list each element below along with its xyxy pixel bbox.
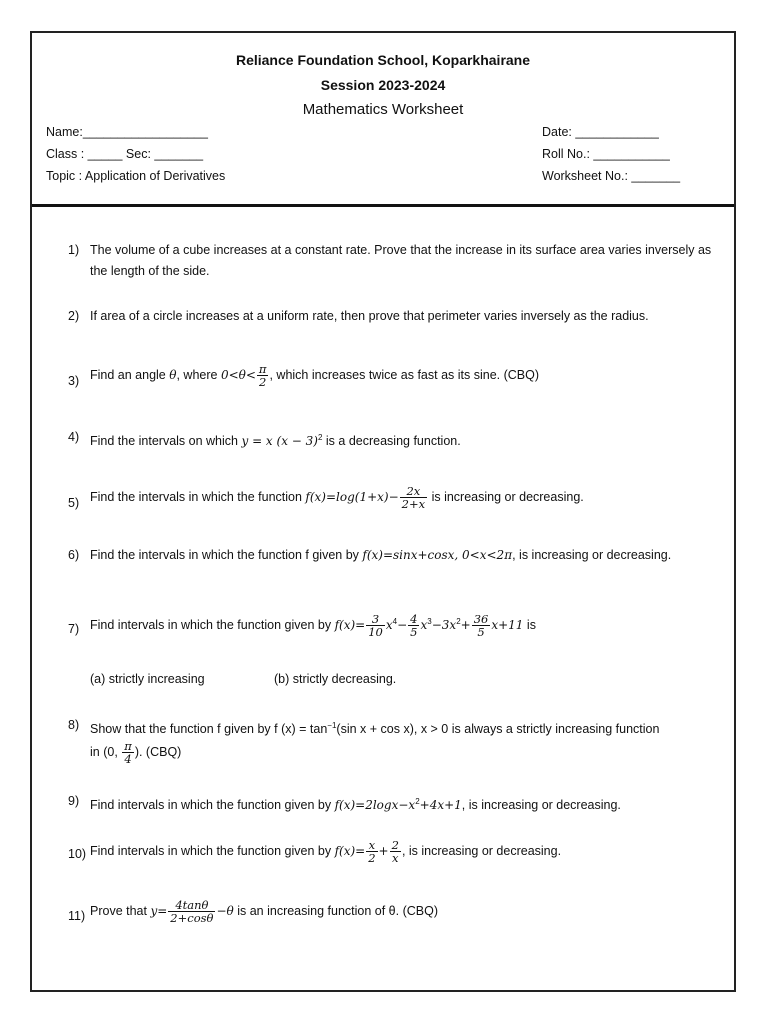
q3-mid: , where bbox=[176, 367, 221, 382]
q11-fraction bbox=[168, 899, 215, 924]
q7-a-den: 10 bbox=[368, 625, 383, 640]
q8-line2b: ). (CBQ) bbox=[134, 744, 182, 759]
q7-option-a: (a) strictly increasing bbox=[90, 672, 205, 686]
q10-f: f(x)= bbox=[334, 843, 366, 858]
q7-x3: x bbox=[420, 618, 428, 633]
q7-tail: x+11 bbox=[491, 618, 524, 633]
q7-f: f(x)= bbox=[334, 618, 366, 633]
q5-expression: f(x)=log(1+x)− bbox=[305, 489, 399, 504]
q7-b-den: 5 bbox=[410, 625, 418, 640]
q4-expression: y = x (x − 3) bbox=[241, 434, 318, 449]
question-text bbox=[90, 485, 720, 510]
q10-pre: Find intervals in which the function given by bbox=[90, 843, 335, 858]
question-text bbox=[90, 715, 720, 740]
q6-expression: f(x)=sinx+cosx, 0<x<2π bbox=[362, 548, 513, 562]
q3-pi: π bbox=[258, 362, 267, 376]
q8-pi: π bbox=[124, 739, 132, 753]
question-number: 6) bbox=[68, 548, 80, 562]
worksheet-title: Mathematics Worksheet bbox=[302, 101, 464, 118]
worksheet-header bbox=[32, 33, 734, 207]
q11-post: is an increasing function of θ. (CBQ) bbox=[233, 903, 438, 918]
q7-options bbox=[90, 669, 720, 690]
q5-fraction bbox=[400, 485, 427, 510]
topic-label: Topic : Application of Derivatives bbox=[46, 169, 226, 183]
question-text bbox=[90, 791, 720, 816]
question-text bbox=[90, 427, 720, 452]
question-text bbox=[90, 545, 720, 566]
q5-numerator: 2x bbox=[400, 485, 427, 498]
q10-plus: + bbox=[378, 843, 389, 858]
q7-option-b: (b) strictly decreasing. bbox=[274, 672, 397, 686]
question-number: 8) bbox=[68, 718, 80, 732]
session-label: Session 2023-2024 bbox=[320, 77, 446, 93]
q10-two-num: 2 bbox=[391, 838, 399, 852]
question-text bbox=[90, 899, 720, 924]
q7-fraction-b bbox=[408, 613, 419, 638]
question-number: 11) bbox=[68, 909, 86, 923]
q3-fraction bbox=[257, 363, 269, 388]
question-number: 1) bbox=[68, 243, 80, 257]
question-text bbox=[90, 839, 720, 864]
q7-fraction-c bbox=[472, 613, 491, 638]
q8-line2a: in (0, bbox=[90, 744, 122, 759]
q7-c-den: 5 bbox=[477, 625, 485, 640]
q6-post: , is increasing or decreasing. bbox=[512, 548, 672, 562]
q9-tail: +4x+1 bbox=[419, 798, 462, 813]
question-number: 5) bbox=[68, 496, 80, 510]
q7-a-num: 3 bbox=[366, 613, 385, 626]
q11-numerator: 4tanθ bbox=[168, 899, 215, 912]
q7-x4: x bbox=[385, 618, 393, 633]
q10-fraction-1 bbox=[366, 839, 377, 864]
q9-post: , is increasing or decreasing. bbox=[461, 798, 621, 813]
q8-sup: −1 bbox=[327, 721, 337, 730]
question-number: 9) bbox=[68, 794, 80, 808]
roll-field: Roll No.: ___________ bbox=[542, 147, 670, 161]
q5-post: is increasing or decreasing. bbox=[428, 489, 584, 504]
q7-plus: + bbox=[460, 618, 471, 633]
q9-pre: Find intervals in which the function given by bbox=[90, 798, 335, 813]
question-text bbox=[90, 740, 720, 765]
q7-e4: 4 bbox=[392, 617, 398, 626]
q3-post: , which increases twice as fast as its sine. (CBQ) bbox=[269, 367, 539, 382]
q7-b-num: 4 bbox=[410, 612, 418, 627]
q10-post: , is increasing or decreasing. bbox=[401, 843, 562, 858]
class-sec-field: Class : _____ Sec: _______ bbox=[46, 147, 204, 161]
question-text bbox=[90, 611, 720, 638]
date-field: Date: ____________ bbox=[542, 125, 659, 139]
q10-two: 2 bbox=[368, 851, 376, 865]
q7-post: is bbox=[523, 618, 536, 633]
q7-e3: 3 bbox=[427, 617, 432, 626]
question-number: 7) bbox=[68, 622, 80, 636]
q3-two: 2 bbox=[259, 375, 267, 389]
question-text bbox=[90, 363, 720, 388]
question-number: 2) bbox=[68, 309, 80, 323]
q5-denominator: 2+x bbox=[401, 497, 426, 511]
q3-pre: Find an angle bbox=[90, 367, 170, 382]
question-text: The volume of a cube increases at a constant rate. Prove that the increase in its surface area varies inversely as the length of the side. bbox=[90, 243, 712, 278]
q8-line1: Show that the function f given by f (x) = tan bbox=[90, 722, 328, 737]
worksheet-no-field: Worksheet No.: _______ bbox=[542, 169, 681, 183]
q3-theta: θ bbox=[169, 367, 177, 382]
question-text: If area of a circle increases at a uniform rate, then prove that perimeter varies inversely as the radius. bbox=[90, 309, 649, 323]
q8-line1b: (sin x + cos x), x > 0 is always a strictly increasing function bbox=[336, 722, 660, 737]
q9-expression: f(x)=2logx−x bbox=[334, 798, 416, 813]
q7-minus: − bbox=[397, 618, 408, 633]
q9-exponent: 2 bbox=[415, 797, 420, 806]
q10-fraction-2 bbox=[390, 839, 401, 864]
q11-denominator: 2+cosθ bbox=[170, 911, 214, 925]
q8-four: 4 bbox=[124, 752, 132, 766]
q7-fraction-a bbox=[366, 613, 385, 638]
name-field: Name:__________________ bbox=[46, 125, 208, 139]
q7-term3: −3x bbox=[431, 618, 457, 633]
q10-x-den: x bbox=[392, 851, 399, 865]
school-name: Reliance Foundation School, Koparkhairane bbox=[235, 52, 531, 68]
q4-post: is a decreasing function. bbox=[322, 434, 461, 449]
q4-pre: Find the intervals on which bbox=[90, 434, 242, 449]
q11-tail: −θ bbox=[216, 903, 234, 918]
q10-x: x bbox=[366, 839, 377, 852]
q6-pre: Find the intervals in which the function f given by bbox=[90, 548, 363, 562]
q11-pre: Prove that bbox=[90, 903, 151, 918]
q8-fraction bbox=[122, 740, 134, 765]
question-number: 4) bbox=[68, 430, 80, 444]
q7-c-num: 36 bbox=[473, 612, 489, 627]
q11-y: y= bbox=[150, 903, 168, 918]
question-number: 10) bbox=[68, 847, 87, 861]
question-number: 3) bbox=[68, 374, 80, 388]
q5-pre: Find the intervals in which the function bbox=[90, 489, 306, 504]
q3-inequality: 0<θ< bbox=[220, 367, 256, 382]
q4-exponent: 2 bbox=[317, 433, 323, 442]
worksheet-page bbox=[30, 31, 736, 992]
q7-e2: 2 bbox=[456, 617, 461, 626]
q7-pre: Find intervals in which the function given by bbox=[90, 618, 335, 633]
